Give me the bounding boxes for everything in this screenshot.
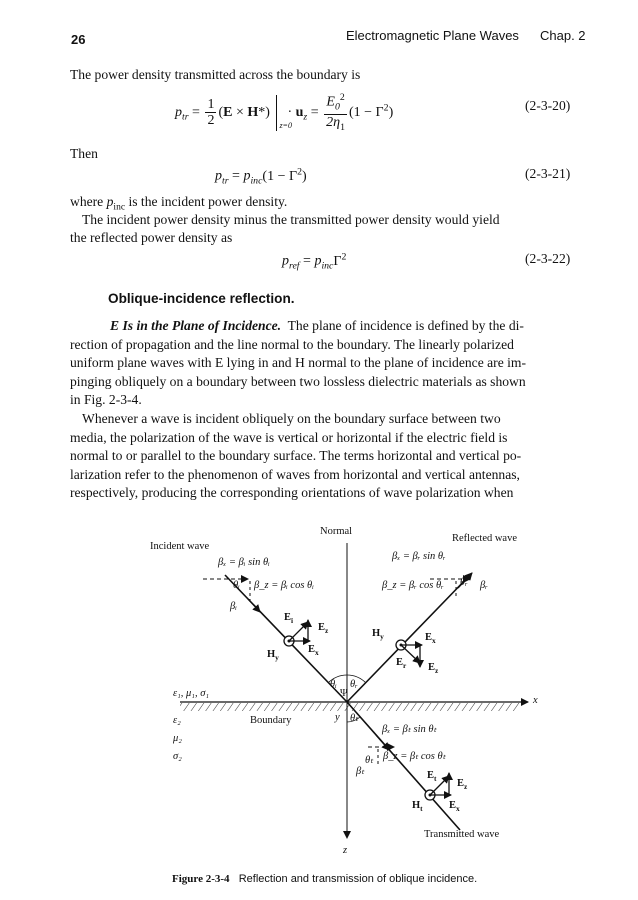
intro-text: The power density transmitted across the boundary is: [70, 67, 361, 82]
figure-caption-text: Reflection and transmission of oblique incidence.: [238, 873, 478, 885]
z-axis-label: z: [343, 845, 348, 856]
incident-beta-z-label: β_z = βᵢ cos θᵢ: [254, 580, 314, 591]
paragraph-line: the reflected power density as: [70, 230, 233, 245]
paragraph-line: normal to or parallel to the boundary surface. The terms horizontal and vertical po-: [70, 448, 522, 463]
boundary-label: Boundary: [250, 715, 292, 726]
subsection-heading: E Is in the Plane of Incidence.: [110, 318, 282, 333]
transmitted-e-label: $E_t$: [427, 770, 437, 784]
incident-ez-label: $E_z$: [318, 622, 329, 636]
page-number: 26: [71, 32, 86, 47]
where-text: is the incident power density.: [128, 194, 288, 209]
paragraph-line: media, the polarization of the wave is vertical or horizontal if the electric field is: [70, 429, 508, 445]
equation-number: (2-3-20): [525, 98, 571, 113]
transmitted-direction-arrow: [376, 735, 389, 750]
reflected-beta-label: βᵣ: [480, 580, 488, 591]
paragraph-line: uniform plane waves with E lying in and H normal to the plane of incidence are im-: [70, 355, 527, 370]
equation-number: (2-3-22): [525, 251, 571, 266]
equation-number: (2-3-21): [525, 166, 571, 181]
paragraph-line: respectively, producing the corresponding orientations of wave polarization when: [70, 485, 514, 500]
incident-beta-x-label: βₓ = βᵢ sin θᵢ: [218, 557, 270, 568]
chapter-label: Chap. 2: [540, 28, 586, 43]
equation-2-3-21: $p_{tr} = p_{inc}(1 - \Gamma^2)$: [215, 166, 307, 187]
running-title: Electromagnetic Plane Waves: [346, 28, 519, 43]
paragraph-line: The plane of incidence is defined by the di-: [287, 318, 524, 333]
reflected-ez-label: $E_z$: [428, 662, 439, 676]
transmitted-h-label: $H_t$: [412, 800, 423, 814]
reflected-e-label: $E_r$: [396, 657, 407, 671]
incident-e-label: $E_i$: [284, 612, 294, 626]
transmitted-beta-x-label: βₓ = βₜ sin θₜ: [382, 724, 437, 735]
equation-2-3-20: $p_{tr}$ = $\frac{1}{2}$ (E × H*) z=0 · $u_z$ = $\frac{E_0^2}{2\eta_1}$ $(1 - \Gamma^2)$: [175, 92, 394, 134]
medium-2-mu-label: μ₂: [173, 733, 182, 744]
incident-wave-label: Incident wave: [150, 541, 210, 552]
normal-label: Normal: [320, 526, 353, 537]
where-line: where $p_{inc}$ is the incident power density.: [70, 194, 288, 213]
paragraph-line: Whenever a wave is incident obliquely on the boundary surface between two: [82, 411, 501, 426]
equation-2-3-22: $p_{ref} = p_{inc}\Gamma^2$: [282, 251, 347, 272]
angle-theta-t-label: θₜ: [350, 713, 359, 724]
figure-number: Figure 2-3-4: [172, 873, 230, 885]
medium-2-epsilon-label: ε₂: [173, 715, 181, 726]
incident-ex-label: $E_x$: [308, 644, 319, 658]
medium-2-sigma-label: σ₂: [173, 751, 182, 762]
then-text: Then: [70, 146, 98, 161]
paragraph-line: pinging obliquely on a boundary between two lossless dielectric materials as shown: [70, 373, 526, 389]
reflected-theta-label: θᵣ: [460, 577, 468, 588]
reflected-beta-x-label: βₓ = βᵣ sin θᵣ: [392, 551, 446, 562]
incident-beta-label: βᵢ: [230, 601, 237, 612]
reflected-wave-label: Reflected wave: [452, 533, 518, 544]
where-lead: where: [70, 194, 104, 209]
transmitted-ex-label: $E_x$: [449, 800, 460, 814]
x-axis-label: x: [533, 695, 538, 706]
transmitted-ez-label: $E_z$: [457, 778, 468, 792]
y-axis-label: y: [335, 712, 340, 723]
section-heading: Oblique-incidence reflection.: [108, 291, 295, 306]
incident-theta-label: θᵢ: [233, 580, 240, 591]
reflected-h-label: $H_y$: [372, 628, 384, 642]
transmitted-beta-z-label: β_z = βₜ cos θₜ: [383, 751, 446, 762]
psi-label: Ψ: [340, 688, 348, 699]
transmitted-beta-label: βₜ: [356, 766, 365, 777]
paragraph-line: larization refer to the phenomenon of waves from horizontal and vertical antennas,: [70, 466, 520, 482]
paragraph-line: in Fig. 2-3-4.: [70, 392, 142, 407]
angle-theta-r-label: θᵣ: [350, 679, 358, 690]
reflected-ex-label: $E_x$: [425, 632, 436, 646]
transmitted-wave-label: Transmitted wave: [424, 829, 500, 840]
incident-h-label: $H_y$: [267, 649, 279, 663]
reflected-beta-z-label: β_z = βᵣ cos θᵣ: [382, 580, 444, 591]
transmitted-theta-label: θₜ: [365, 755, 374, 766]
medium-1-label: ε₁, μ₁, σ₁: [173, 688, 210, 699]
angle-theta-i-label: θᵢ: [330, 679, 337, 690]
paragraph-line: rection of propagation and the line normal to the boundary. The linearly polarized: [70, 336, 514, 352]
paragraph-line: The incident power density minus the transmitted power density would yield: [82, 212, 500, 227]
figure-caption: [172, 873, 477, 885]
